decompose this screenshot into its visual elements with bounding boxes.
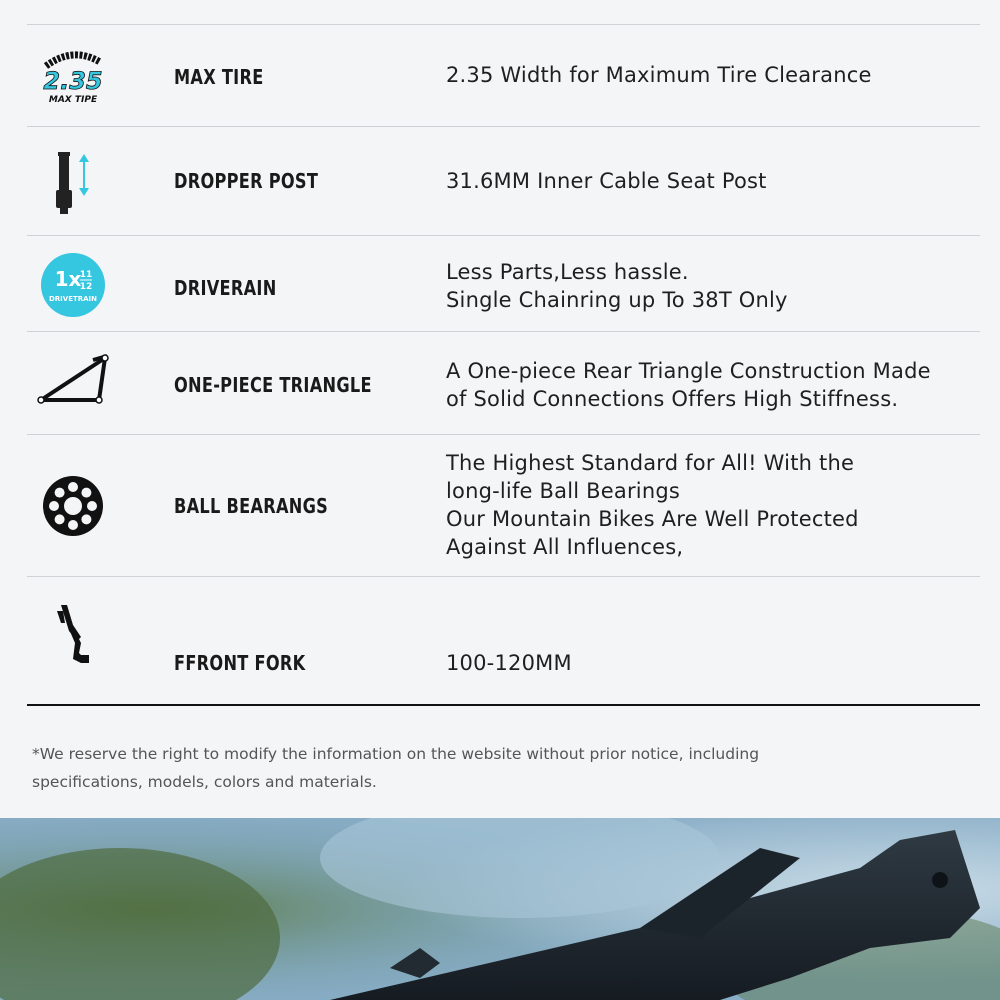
divider-rule xyxy=(27,704,980,706)
spec-row-triangle xyxy=(27,331,980,435)
desc-line: 100-120MM xyxy=(446,651,572,675)
spec-label: DROPPER POST xyxy=(174,169,319,193)
desc-line: 31.6MM Inner Cable Seat Post xyxy=(446,169,767,193)
desc-line: long-life Ball Bearings xyxy=(446,479,681,503)
drivetrain-icon xyxy=(27,252,119,318)
drivetrain-caption: DRIVETRAIN xyxy=(48,295,98,303)
drivetrain-bottom: 12 xyxy=(79,282,93,292)
spec-label: FFRONT FORK xyxy=(174,651,306,675)
spec-row-front-fork xyxy=(27,576,980,705)
bike-frame-photo xyxy=(0,818,1000,1000)
spec-label: ONE-PIECE TRIANGLE xyxy=(174,373,372,397)
tire-caption: MAX TIPE xyxy=(48,95,98,105)
spec-row-max-tire xyxy=(27,24,980,127)
spec-description xyxy=(446,167,976,195)
desc-line: Our Mountain Bikes Are Well Protected xyxy=(446,507,859,531)
spec-description xyxy=(446,357,976,413)
triangle-icon xyxy=(27,350,119,414)
desc-line: A One-piece Rear Triangle Construction Made xyxy=(446,359,931,383)
spec-description xyxy=(446,649,976,677)
spec-description xyxy=(446,449,976,561)
drivetrain-ratio: 1x xyxy=(54,267,82,291)
desc-line: The Highest Standard for All! With the xyxy=(446,451,855,475)
desc-line: 2.35 Width for Maximum Tire Clearance xyxy=(446,63,872,87)
desc-line: of Solid Connections Offers High Stiffness. xyxy=(446,387,899,411)
spec-label: MAX TIRE xyxy=(174,65,264,89)
dropper-post-icon xyxy=(27,149,119,217)
drivetrain-top: 11 xyxy=(79,270,93,280)
desc-line: Against All Influences, xyxy=(446,535,684,559)
spec-label: DRIVERAIN xyxy=(174,276,277,300)
spec-description xyxy=(446,258,976,314)
spec-description xyxy=(446,61,976,89)
tire-icon xyxy=(27,45,119,107)
disclaimer-note xyxy=(32,740,852,796)
disclaimer-line: *We reserve the right to modify the information on the website without prior notice, including xyxy=(32,745,760,763)
spec-row-drivetrain xyxy=(27,235,980,332)
fork-icon xyxy=(27,603,119,667)
bearing-icon xyxy=(27,471,119,541)
desc-line: Less Parts,Less hassle. xyxy=(446,260,689,284)
spec-row-dropper-post xyxy=(27,126,980,236)
spec-row-ball-bearings xyxy=(27,434,980,577)
spec-label: BALL BEARANGS xyxy=(174,494,329,518)
desc-line: Single Chainring up To 38T Only xyxy=(446,288,788,312)
tire-size-value: 2.35 xyxy=(43,67,103,95)
disclaimer-line: specifications, models, colors and materials. xyxy=(32,773,377,791)
